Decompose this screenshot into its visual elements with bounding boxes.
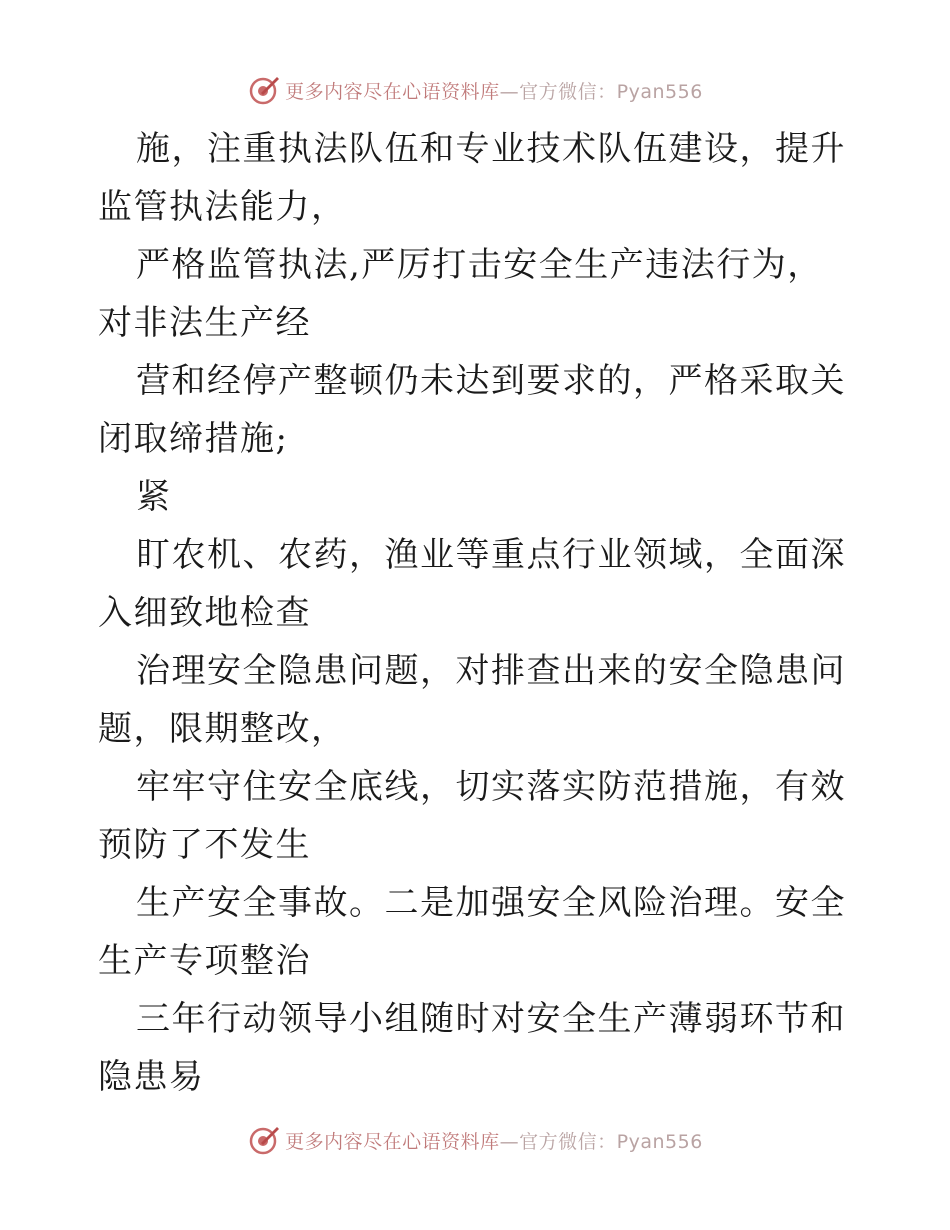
- footer-watermark: [0, 1120, 950, 1160]
- document-body: [98, 120, 858, 1106]
- header-wechat: —官方微信：Pyan556: [499, 80, 703, 103]
- paragraph: 治理安全隐患问题，对排查出来的安全隐患问题，限期整改，: [98, 651, 846, 749]
- footer-wechat: —官方微信：Pyan556: [499, 1130, 703, 1153]
- paragraph: 施，注重执法队伍和专业技术队伍建设，提升监管执法能力，: [98, 129, 846, 227]
- paragraph: 三年行动领导小组随时对安全生产薄弱环节和隐患易: [98, 999, 846, 1097]
- header-site-name: 更多内容尽在心语资料库: [285, 80, 500, 103]
- pen-logo-icon: [247, 1123, 281, 1157]
- footer-site-name: 更多内容尽在心语资料库: [285, 1130, 500, 1153]
- pen-logo-icon: [247, 73, 281, 107]
- paragraph: 营和经停产整顿仍未达到要求的，严格采取关闭取缔措施;: [98, 361, 846, 459]
- paragraph: 生产安全事故。二是加强安全风险治理。安全生产专项整治: [98, 883, 846, 981]
- paragraph: 紧: [136, 477, 172, 517]
- paragraph: 盯农机、农药，渔业等重点行业领域，全面深入细致地检查: [98, 535, 846, 633]
- paragraph: 牢牢守住安全底线，切实落实防范措施，有效预防了不发生: [98, 767, 846, 865]
- header-watermark: [0, 70, 950, 110]
- paragraph: 严格监管执法,严厉打击安全生产违法行为，对非法生产经: [98, 245, 823, 343]
